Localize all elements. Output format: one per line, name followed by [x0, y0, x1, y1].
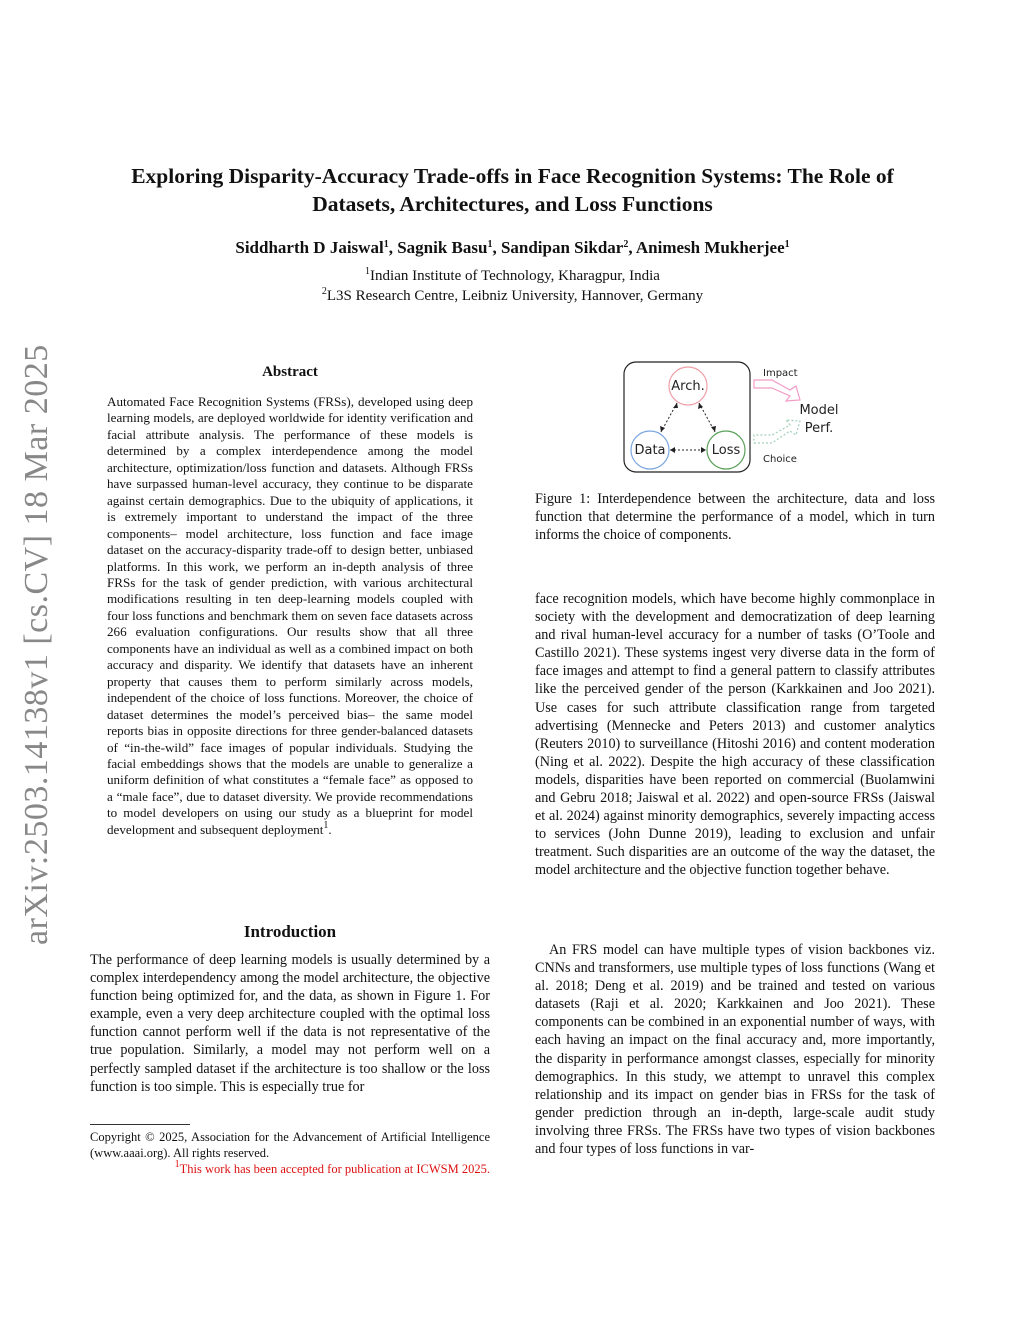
- author-affil-mark: 1: [383, 239, 389, 250]
- abstract-end: .: [328, 821, 332, 837]
- affiliation: [90, 268, 935, 285]
- author-separator: ,: [388, 238, 398, 257]
- figure-caption: Figure 1: Interdependence between the architecture, data and loss function that determine the performance of a model, which in turn informs the choice of components.: [535, 491, 935, 544]
- choice-label: Choice: [763, 454, 797, 465]
- copyright-footnote: Copyright © 2025, Association for the Advancement of Artificial Intelligence (www.aaai.org). All rights reserved.: [90, 1130, 490, 1160]
- arch-node-label: Arch.: [671, 379, 705, 394]
- arrowhead: [698, 403, 703, 409]
- footnote-mark: 1: [323, 819, 329, 831]
- affiliation: [90, 288, 935, 305]
- model-perf-label-line1: Model: [799, 403, 839, 418]
- model-perf-label-line2: Perf.: [804, 421, 834, 436]
- footnote-mark: 1: [174, 1159, 180, 1170]
- arrowhead: [711, 426, 716, 432]
- choice-arrow: [754, 420, 800, 443]
- arrowhead: [660, 426, 665, 432]
- author-name: Sagnik Basu: [397, 238, 488, 257]
- arrowhead: [670, 447, 675, 453]
- arrowhead: [673, 403, 678, 408]
- author-name: Animesh Mukherjee: [635, 238, 785, 257]
- author-list: [90, 238, 935, 258]
- introduction-paragraph: An FRS model can have multiple types of vision backbones viz. CNNs and transformers, use multiple types of loss functions (Wang et al. 2018; Deng et al. 2019) and be trained and tested on various datasets (Raji et al. 2020; Karkkainen and Joo 2021). These components can be combined in an exponential number of ways, with each having an impact on the final accuracy and, more importantly, the disparity in performance amongst classes, especially for minority demographics. In this study, we attempt to unravel this complex relationship and its impact on gender bias in FRSs for the task of gender prediction through an in-depth, large-scale audit study involving three FRSs. The FRSs have two types of vision backbones and four types of loss functions in var-: [535, 942, 935, 1158]
- footnote-divider: [90, 1124, 190, 1125]
- abstract-body: [107, 394, 473, 838]
- introduction-paragraph-continued: face recognition models, which have become highly commonplace in society with the development and democratization of deep learning and rival human-level accuracy for a number of tasks (O’Toole and Castillo 2021). These systems ingest very diverse data in the form of face images and attempt to find a general pattern to classify attributes like the perceived gender of the person (Karkkainen and Joo 2021). Use cases for such attribute classification range from targeted advertising (Mennecke and Peters 2013) and customer analytics (Reuters 2010) to surveillance (Hitoshi 2016) and content moderation (Ning et al. 2022). Despite the high accuracy of these classification models, disparities have been reported on commercial (Buolamwini and Gebru 2018; Jaiswal et al. 2022) and open-source FRSs (Jaiswal et al. 2024) against minority demographics, severely impacting access to services (John Dunne 2019), leading to exclusion and unfair treatment. Such disparities are an outcome of the way the dataset, the model architecture and the objective function together behave.: [535, 591, 935, 879]
- impact-label: Impact: [763, 368, 798, 379]
- author-name: Sandipan Sikdar: [500, 238, 624, 257]
- abstract-heading: Abstract: [262, 364, 318, 380]
- acceptance-footnote: [90, 1161, 490, 1177]
- abstract-text: Automated Face Recognition Systems (FRSs), developed using deep learning models, are deployed worldwide for identity verification and facial attribute analysis. The performance of these models is determined by a complex interdependence among the model architecture, optimization/loss function and datasets. Although FRSs have surpassed human-level accuracy, they continue to be disparate against certain demographics. Due to the ubiquity of applications, it is extremely important to understand the impact of the three components– model architecture, loss function and face image dataset on the accuracy-disparity trade-off to design better, unbiased platforms. In this work, we perform an in-depth analysis of three FRSs for the task of gender prediction, with various architectural modifications resulting in ten deep-learning models coupled with four loss functions and benchmark them on seven face datasets across 266 evaluation configurations. Our results show that all three components have an individual as well as a combined impact on both accuracy and disparity. We identify that datasets have an inherent property that causes them to perform similarly across models, independent of the choice of loss functions. Moreover, the choice of dataset determines the model’s perceived bias– the same model reports bias in opposite directions for three gender-balanced datasets of “in-the-wild” face images of popular individuals. Studying the facial embeddings shows that the models are unable to generalize a uniform definition of what constitutes a “female face” as opposed to a “male face”, due to dataset diversity. We provide recommendations to model developers on using our study as a blueprint for model development and subsequent deployment: [107, 394, 473, 837]
- acceptance-text: This work has been accepted for publication at ICWSM 2025.: [179, 1162, 490, 1176]
- figure-interdependence-diagram: [620, 358, 850, 476]
- loss-node-label: Loss: [711, 443, 741, 458]
- author-name: Siddharth D Jaiswal: [235, 238, 384, 257]
- author-affil-mark: 1: [784, 239, 790, 250]
- author-separator: ,: [628, 238, 636, 257]
- affiliation-mark: 1: [365, 266, 371, 277]
- affiliation-mark: 2: [321, 286, 327, 297]
- data-node-label: Data: [634, 443, 666, 458]
- author-separator: ,: [492, 238, 501, 257]
- paper-title: Exploring Disparity-Accuracy Trade-offs in Face Recognition Systems: The Role of Datasets, Architectures, and Loss Functions: [131, 164, 894, 216]
- introduction-heading: Introduction: [243, 922, 337, 941]
- impact-arrow: [754, 380, 800, 401]
- arxiv-side-stamp: arXiv:2503.14138v1 [cs.CV] 18 Mar 2025: [18, 344, 55, 945]
- introduction-paragraph: The performance of deep learning models is usually determined by a complex interdependency among the model architecture, the objective function being optimized for, and the data, as shown in Figure 1. For example, even a very deep architecture coupled with the optimal loss function cannot perform well if the data is not representative of the true population. Similarly, a model may not perform well on a perfectly sampled dataset if the architecture is too shallow or the loss function is too simple. This is especially true for: [90, 952, 490, 1095]
- arrowhead: [701, 447, 706, 453]
- affiliation-text: Indian Institute of Technology, Kharagpur, India: [370, 268, 660, 284]
- author-affil-mark: 1: [487, 239, 493, 250]
- affiliation-text: L3S Research Centre, Leibniz University, Hannover, Germany: [326, 288, 704, 304]
- author-affil-mark: 2: [623, 239, 629, 250]
